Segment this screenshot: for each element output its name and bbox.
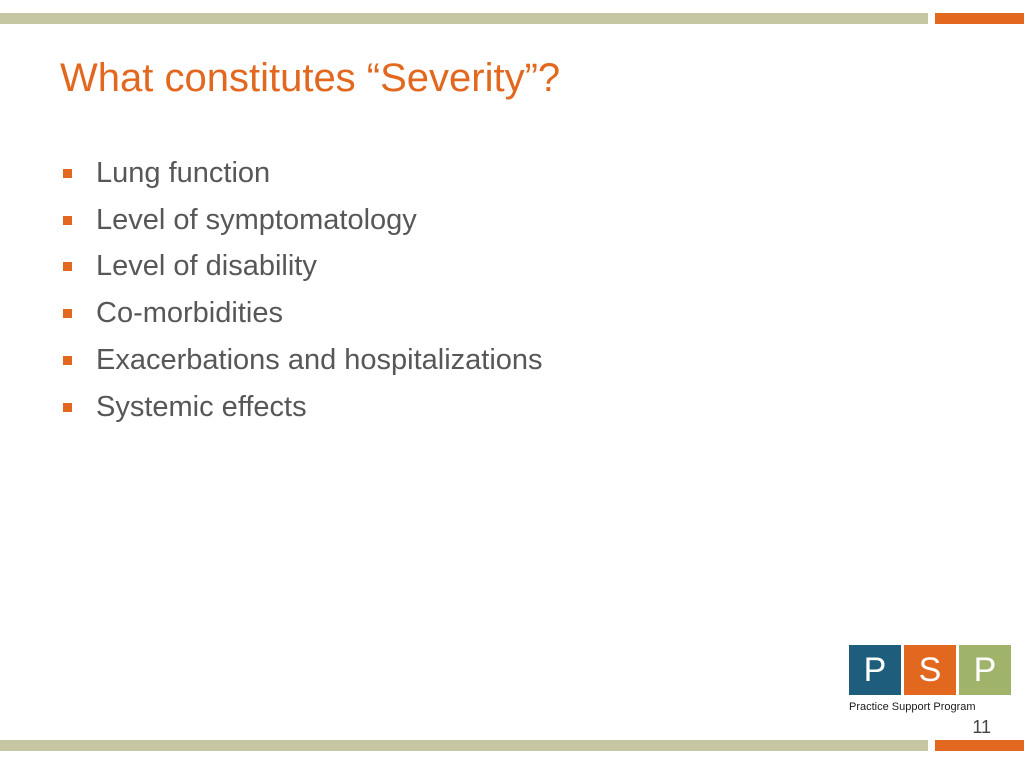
bottom-decorative-bar-orange	[935, 740, 1024, 751]
bullet-text: Level of symptomatology	[96, 203, 417, 236]
bullet-text: Level of disability	[96, 250, 317, 283]
logo-tile-p-second: P	[959, 645, 1011, 695]
top-decorative-bar-orange	[935, 13, 1024, 24]
square-bullet-icon	[63, 309, 72, 318]
list-item	[60, 150, 543, 197]
bullet-list	[60, 150, 543, 431]
square-bullet-icon	[63, 216, 72, 225]
logo-tile-s: S	[904, 645, 956, 695]
list-item	[60, 290, 543, 337]
bullet-text: Lung function	[96, 156, 271, 189]
logo-tile-p: P	[849, 645, 901, 695]
list-item	[60, 197, 543, 244]
bottom-decorative-bar-green	[0, 740, 928, 751]
logo-caption: Practice Support Program	[849, 701, 976, 713]
slide-title: What constitutes “Severity”?	[60, 56, 561, 100]
square-bullet-icon	[63, 262, 72, 271]
bullet-text: Systemic effects	[96, 390, 307, 423]
square-bullet-icon	[63, 403, 72, 412]
bullet-text: Exacerbations and hospitalizations	[96, 344, 543, 377]
psp-logo	[849, 645, 1011, 713]
top-decorative-bar-green	[0, 13, 928, 24]
list-item	[60, 337, 543, 384]
list-item	[60, 244, 543, 291]
logo-tiles	[849, 645, 1011, 695]
list-item	[60, 384, 543, 431]
square-bullet-icon	[63, 169, 72, 178]
page-number: 11	[972, 717, 991, 737]
bullet-text: Co-morbidities	[96, 297, 283, 330]
square-bullet-icon	[63, 356, 72, 365]
